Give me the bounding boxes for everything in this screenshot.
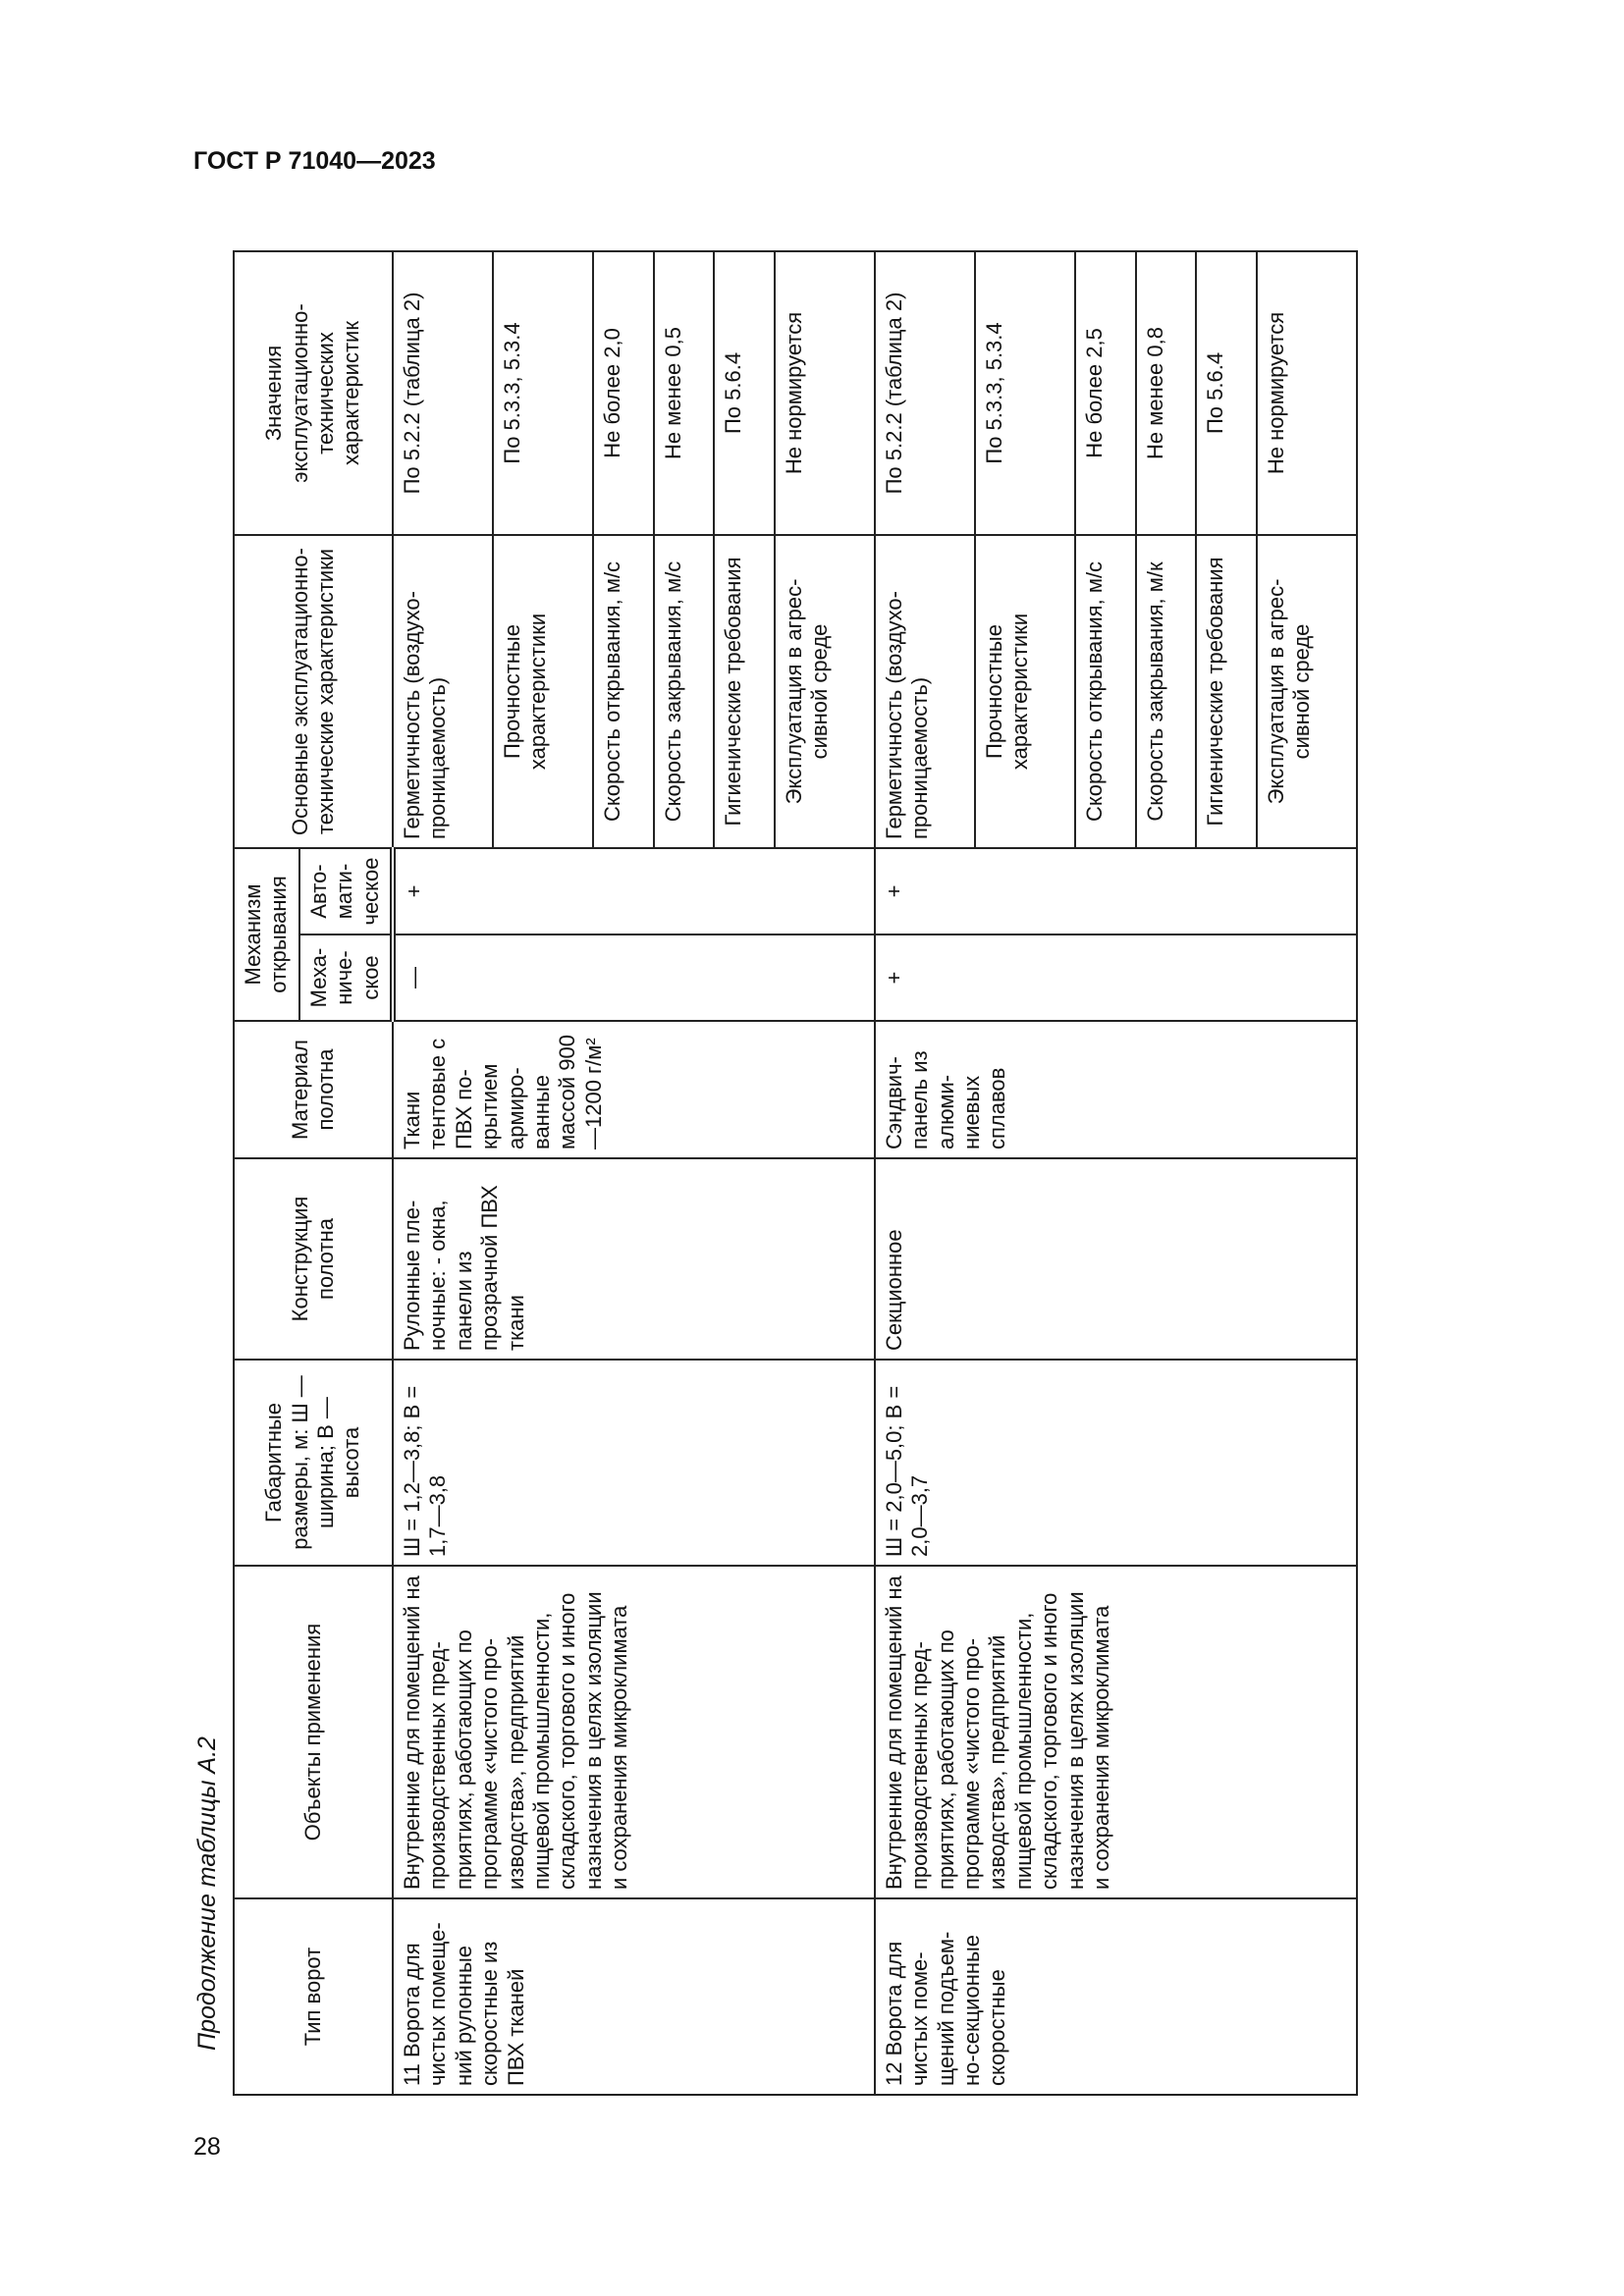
mechanical-cell: — [393,934,875,1021]
header-construction: Конструкция полотна [234,1158,393,1360]
construction-cell: Секционное [875,1158,1357,1360]
objects-cell: Внутренние для помещений на производственных пред-приятиях, работающих по программе «чистого про-изводства», предприятий пищевой промышленности, складского, торгового и иного назначения в целях изоляции и сохранения микроклимата [393,1566,875,1898]
table-row [875,251,975,2095]
characteristic-name: Герметичность (воздухо-проницаемость) [875,535,975,848]
rotated-table-container [233,252,1358,2096]
characteristic-value: Не менее 0,5 [654,251,715,535]
table-row [393,251,493,2095]
characteristic-value: По 5.3.3, 5.3.4 [975,251,1075,535]
header-mechanism: Механизм открывания [234,848,299,1021]
characteristic-name: Прочностные характеристики [493,535,593,848]
material-cell: Ткани тентовые с ПВХ по-крытием армиро-ванные массой 900—1200 г/м² [393,1021,875,1158]
header-mechanical: Меха-ниче-ское [299,934,393,1021]
header-row [234,251,299,2095]
characteristic-value: По 5.6.4 [714,251,775,535]
header-objects: Объекты применения [234,1566,393,1898]
characteristic-name: Скорость открывания, м/с [593,535,654,848]
table-caption: Продолжение таблицы А.2 [193,1736,221,2051]
document-header: ГОСТ Р 71040—2023 [193,147,436,175]
characteristic-name: Скорость открывания, м/с [1075,535,1136,848]
dimensions-cell: Ш = 1,2—3,8; В = 1,7—3,8 [393,1360,875,1566]
characteristic-name: Эксплуатация в агрес-сивной среде [775,535,875,848]
characteristic-name: Скорость закрывания, м/к [1136,535,1197,848]
header-dimensions: Габаритные размеры, м: Ш — ширина; В — высота [234,1360,393,1566]
objects-cell: Внутренние для помещений на производственных пред-приятиях, работающих по программе «чистого про-изводства», предприятий пищевой промышленности, складского, торгового и иного назначения в целях изоляции и сохранения микроклимата [875,1566,1357,1898]
header-type: Тип ворот [234,1898,393,2095]
characteristic-value: Не нормируется [1257,251,1357,535]
automatic-cell: + [393,848,875,934]
characteristic-value: По 5.6.4 [1196,251,1257,535]
page-number: 28 [193,2133,221,2161]
characteristic-value: По 5.2.2 (таблица 2) [875,251,975,535]
characteristic-value: Не более 2,0 [593,251,654,535]
gate-type-cell: 12 Ворота для чистых поме-щений подъем-но-секционные скоростные [875,1898,1357,2095]
gate-type-cell: 11 Ворота для чистых помеще-ний рулонные скоростные из ПВХ тканей [393,1898,875,2095]
characteristic-name: Гигиенические требования [1196,535,1257,848]
material-cell: Сэндвич-панель из алюми-ниевых сплавов [875,1021,1357,1158]
construction-cell: Рулонные пле-ночные: - окна, панели из прозрачной ПВХ ткани [393,1158,875,1360]
header-automatic: Авто-мати-ческое [299,848,393,934]
characteristic-value: По 5.2.2 (таблица 2) [393,251,493,535]
characteristic-value: По 5.3.3, 5.3.4 [493,251,593,535]
header-characteristics: Основные эксплуатационно-технические характеристики [234,535,393,848]
characteristic-value: Не более 2,5 [1075,251,1136,535]
characteristic-name: Гигиенические требования [714,535,775,848]
characteristic-name: Прочностные характеристики [975,535,1075,848]
characteristic-name: Скорость закрывания, м/с [654,535,715,848]
characteristic-name: Герметичность (воздухо-проницаемость) [393,535,493,848]
header-values: Значения эксплуатационно-технических характеристик [234,251,393,535]
dimensions-cell: Ш = 2,0—5,0; В = 2,0—3,7 [875,1360,1357,1566]
automatic-cell: + [875,848,1357,934]
mechanical-cell: + [875,934,1357,1021]
specification-table [233,250,1358,2096]
characteristic-name: Эксплуатация в агрес-сивной среде [1257,535,1357,848]
header-material: Материал полотна [234,1021,393,1158]
characteristic-value: Не менее 0,8 [1136,251,1197,535]
characteristic-value: Не нормируется [775,251,875,535]
